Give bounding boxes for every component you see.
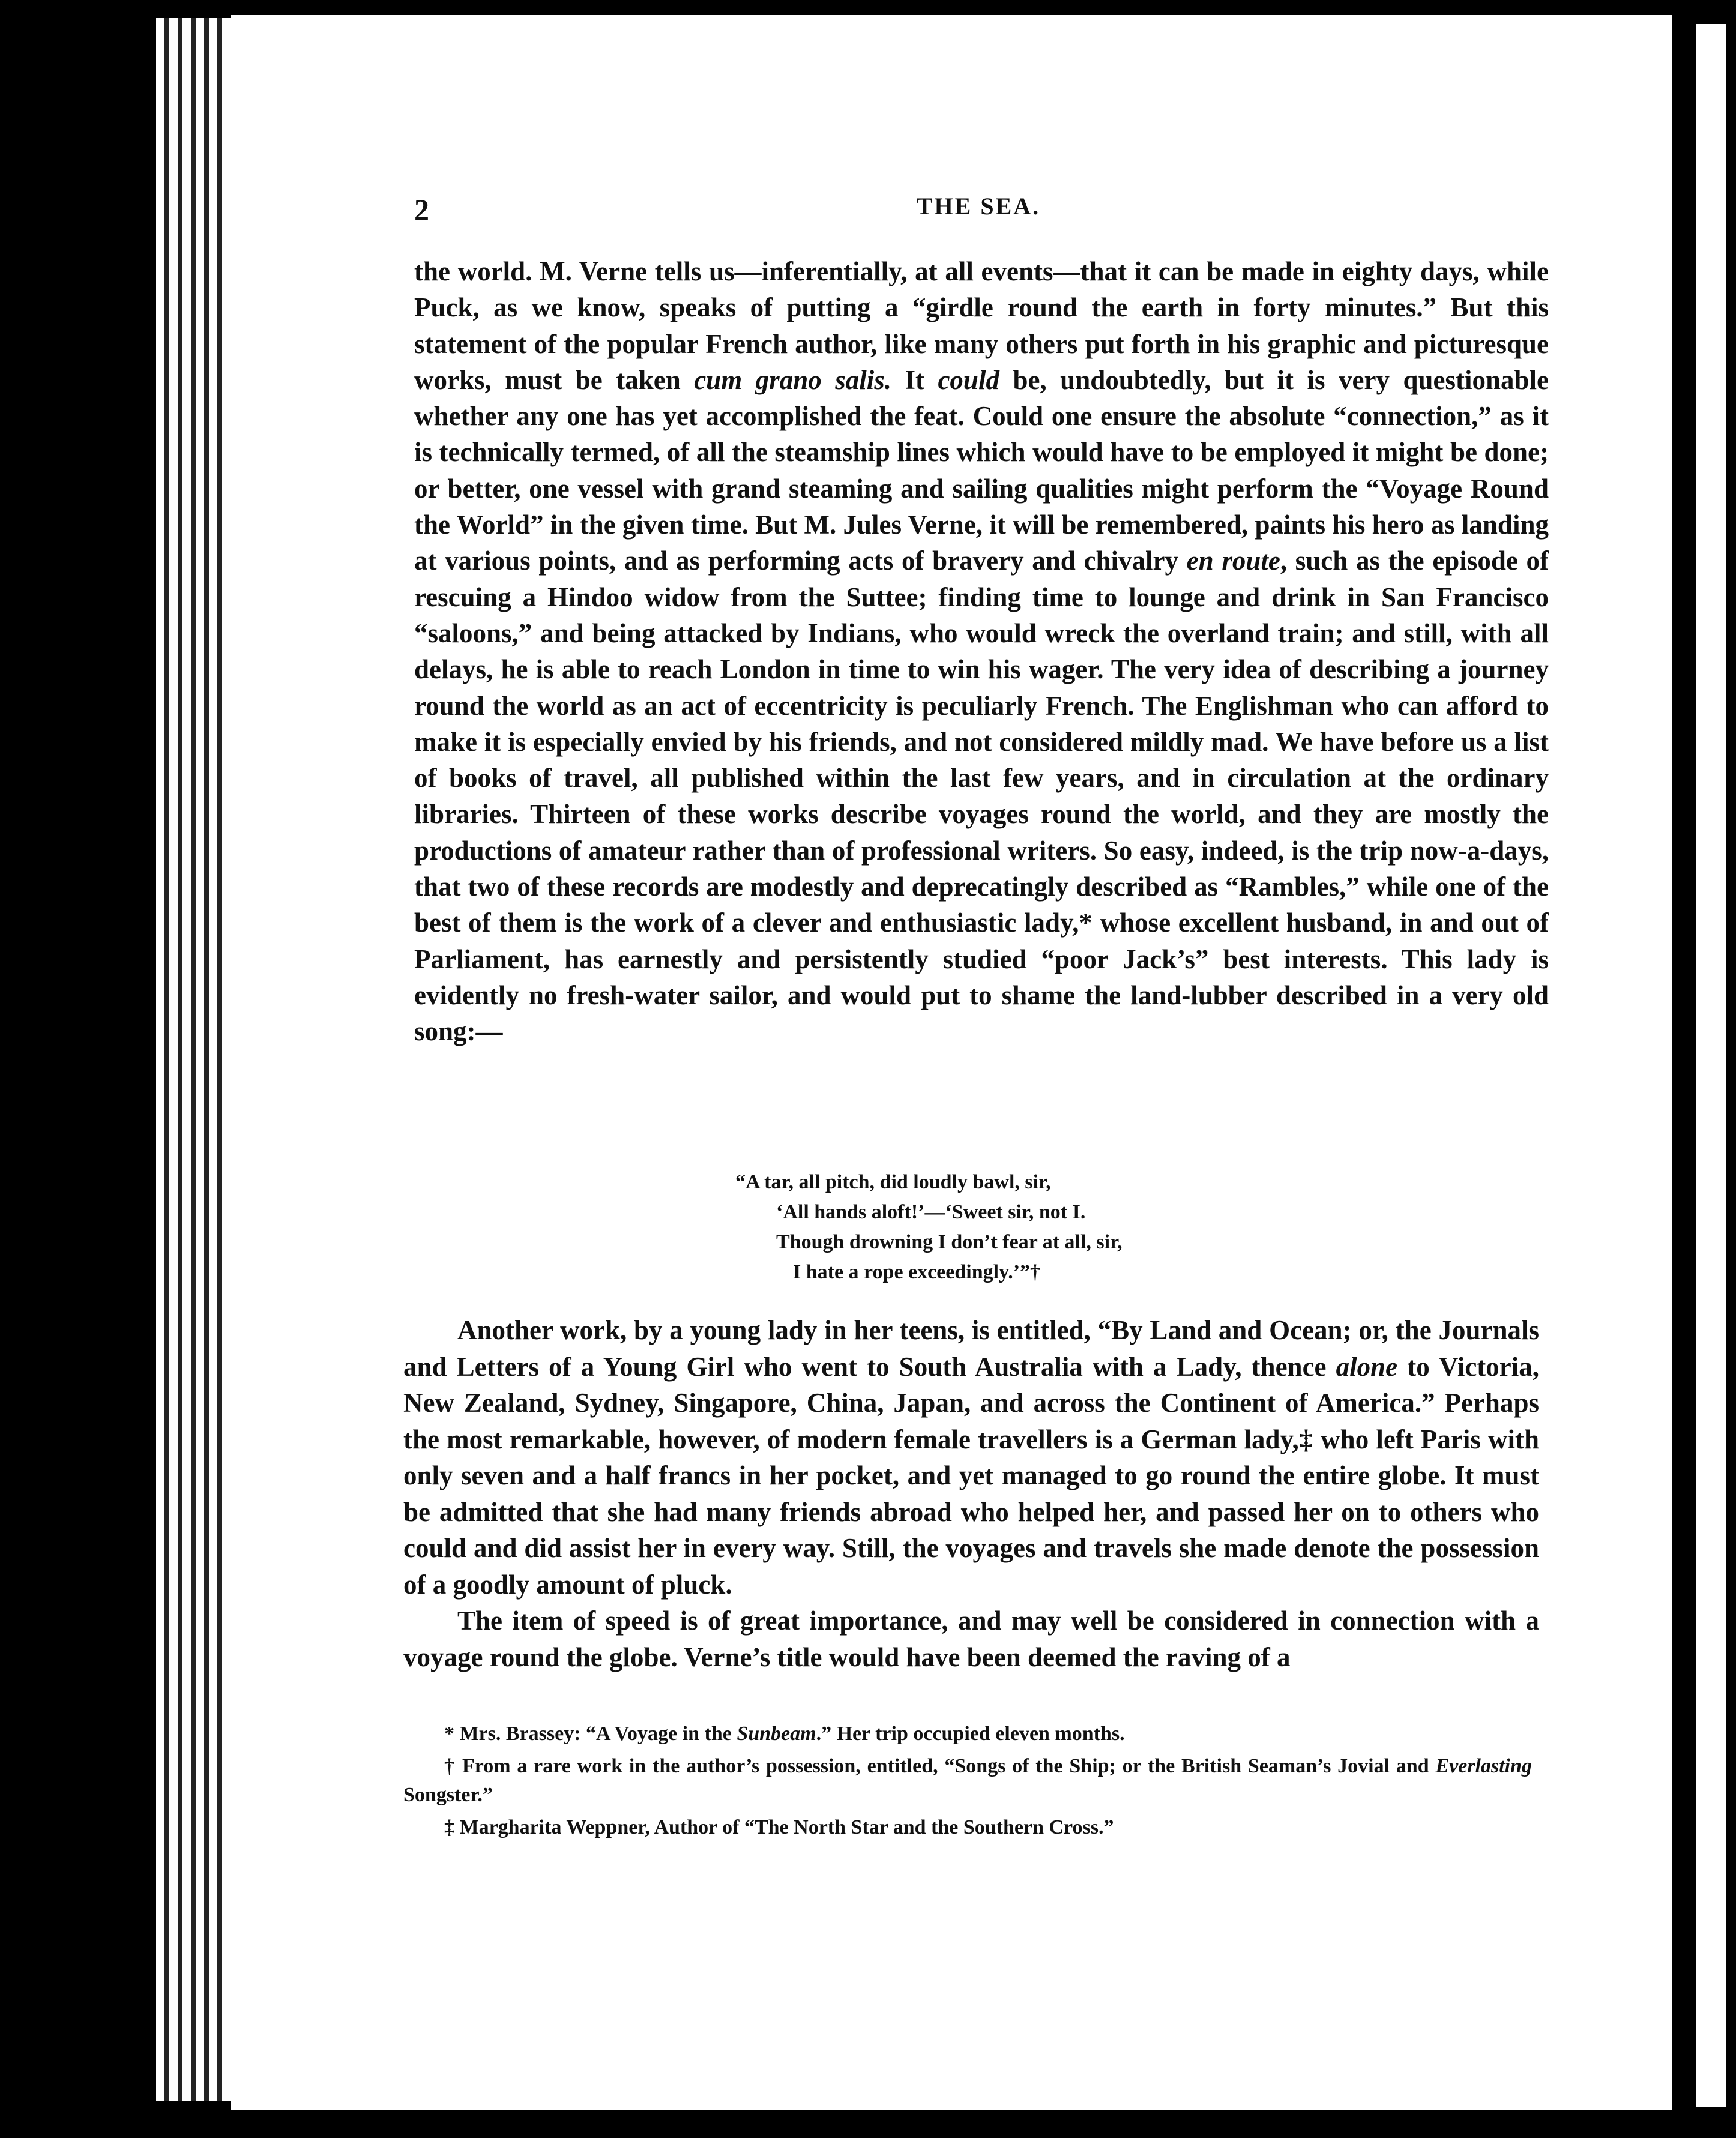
verse-line: Though drowning I don’t fear at all, sir, xyxy=(776,1231,1123,1253)
verse-line: I hate a rope exceedingly.’”† xyxy=(793,1261,1041,1283)
verse-quotation xyxy=(735,1167,1123,1287)
paragraph: The item of speed is of great importance, and may well be considered in connection with a voyage round the globe. Verne’s title would have been deemed the raving of a xyxy=(403,1606,1539,1672)
page-number: 2 xyxy=(414,193,429,226)
text-run: * Mrs. Brassey: “A Voyage in the xyxy=(444,1723,737,1745)
italic-phrase: Everlasting xyxy=(1435,1755,1532,1777)
footnote: ‡ Margharita Weppner, Author of “The North Star and the Southern Cross.” xyxy=(444,1816,1114,1838)
text-run: It xyxy=(891,364,938,395)
text-run: , such as the episode of rescuing a Hindoo widow from the Suttee; finding time to lounge and drink in San Francisco “saloons,” and being attacked by Indians, who would wreck the overland train; and still, with all delays, he is able to reach London in time to win his wager. The very idea of describing a journey round the world as an act of eccentricity is peculiarly French. The Englishman who can afford to make it is especially envied by his friends, and not considered mildly mad. We have before us a list of books of travel, all published within the last few years, and in circulation at the ordinary libraries. Thirteen of these works describe voyages round the world, and they are mostly the productions of amateur rather than of professional writers. So easy, indeed, is the trip now-a-days, that two of these records are modestly and deprecatingly described as “Rambles,” while one of the best of them is the work of a clever and enthusiastic lady,* whose excellent husband, in and out of Parliament, has earnestly and persistently studied “poor Jack’s” best interests. This lady is evidently no fresh-water sailor, and would put to shame the land-lubber described in a very old song:— xyxy=(414,546,1549,1047)
text-run: Another work, by a young lady in her teens, is entitled, “By Land and Ocean; or, the Journals and Letters of a Young Girl who went to South Australia with a Lady, thence xyxy=(403,1315,1539,1382)
italic-phrase: Sunbeam xyxy=(737,1723,816,1745)
text-run: the world. M. Verne tells us—inferentially, at all events—that it can be made in eighty days, while Puck, as we know, speaks of putting a “girdle round the earth in forty minutes.” But this statement of the popular French author, like many others put forth in his graphic and picturesque works, must be taken xyxy=(414,256,1549,395)
italic-phrase: could xyxy=(938,364,999,395)
text-run: to Victoria, New Zealand, Sydney, Singapore, China, Japan, and across the Continent of America.” Perhaps the most remarkable, however, of modern female travellers is a German lady,‡ who left Paris with only seven and a half francs in her pocket, and yet managed to go round the entire globe. It must be admitted that she had many friends abroad who helped her, and passed her on to others who could and did assist her in every way. Still, the voyages and travels she made denote the possession of a goodly amount of pluck. xyxy=(403,1351,1540,1600)
main-text-block xyxy=(414,253,1549,1050)
text-run: be, undoubtedly, but it is very questionable whether any one has yet accomplished the feat. Could one ensure the absolute “connection,” as it is technically termed, of all the steamship lines which would have to be employed it might be done; or better, one vessel with grand steaming and sailing qualities might perform the “Voyage Round the World” in the given time. But M. Jules Verne, it will be remembered, paints his hero as landing at various points, and as performing acts of bravery and chivalry xyxy=(414,364,1549,576)
italic-phrase: alone xyxy=(1336,1351,1398,1382)
footnote xyxy=(403,1752,1532,1810)
paragraph xyxy=(403,1312,1539,1603)
paragraph xyxy=(414,253,1549,1050)
verse-line: “A tar, all pitch, did loudly bawl, sir, xyxy=(735,1171,1051,1193)
text-run: † From a rare work in the author’s possession, entitled, “Songs of the Ship; or the British Seaman’s Jovial and xyxy=(444,1755,1436,1777)
running-title: THE SEA. xyxy=(916,193,1041,220)
verse-line: ‘All hands aloft!’—‘Sweet sir, not I. xyxy=(776,1201,1086,1223)
main-text-block-continued xyxy=(403,1312,1539,1675)
page-header xyxy=(414,192,1543,228)
facing-page-edge xyxy=(1690,24,1726,2107)
text-run: Songster.” xyxy=(403,1784,493,1806)
footnotes xyxy=(403,1720,1532,1846)
italic-phrase: en route xyxy=(1186,546,1280,576)
footnote xyxy=(403,1720,1532,1748)
italic-phrase: cum grano salis. xyxy=(694,364,891,395)
text-run: .” Her trip occupied eleven months. xyxy=(816,1723,1125,1745)
book-page-edges xyxy=(156,18,234,2101)
